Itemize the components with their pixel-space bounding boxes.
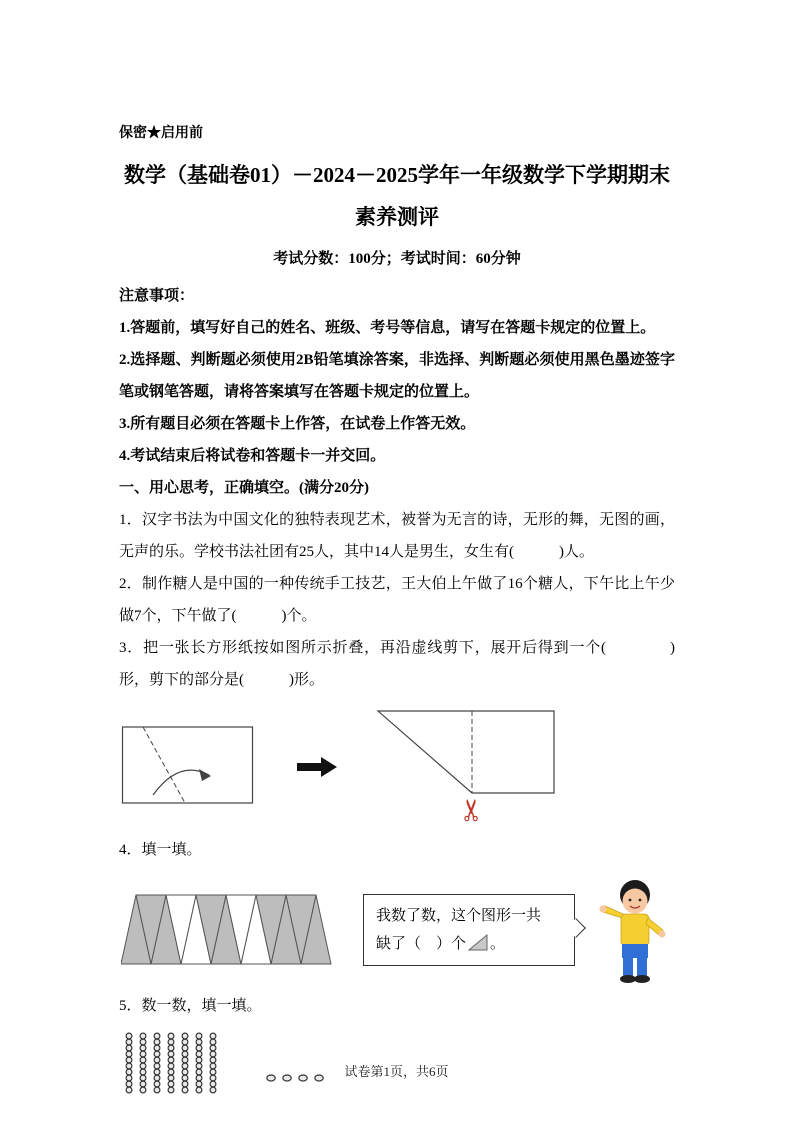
arrow-right-icon (295, 754, 339, 780)
question-1: 1．汉字书法为中国文化的独特表现艺术，被誉为无言的诗，无形的舞，无图的画，无声的乐。学校书法社团有25人，其中14人是男生，女生有( )人。 (119, 512, 675, 560)
speech-bubble (363, 894, 575, 966)
question-2: 2．制作糖人是中国的一种传统手工技艺，王大伯上午做了16个糖人，下午比上午少做7个，下午做了( )个。 (119, 576, 675, 624)
fold-step-1-figure (121, 723, 261, 811)
exam-info: 考试分数：100分；考试时间：60分钟 (273, 251, 521, 267)
notes-heading: 注意事项： (119, 288, 195, 304)
bubble-tail (566, 918, 586, 938)
fold-arrow-head (199, 769, 211, 781)
bubble-line-2: 缺了（ ）个 (376, 936, 467, 952)
note-item-2: 2.选择题、判断题必须使用2B铅笔填涂答案，非选择、判断题必须使用黑色墨迹签字笔或钢笔答题，请将答案填写在答题卡规定的位置上。 (119, 352, 675, 400)
page-title: 数学（基础卷01）－2024－2025学年一年级数学下学期期末素养测评 (124, 163, 670, 229)
cartoon-boy-figure (595, 874, 673, 986)
question-3: 3．把一张长方形纸按如图所示折叠，再沿虚线剪下，展开后得到一个( )形，剪下的部分是( )形。 (119, 640, 675, 688)
page-footer: 试卷第1页，共6页 (344, 1064, 449, 1079)
triangle-pattern-figure (121, 892, 343, 968)
fold-step-2-figure (373, 706, 565, 828)
bubble-line-1: 我数了数，这个图形一共 (376, 908, 542, 924)
question-4-figure (121, 874, 675, 986)
note-item-1: 1.答题前，填写好自己的姓名、班级、考号等信息，请写在答题卡规定的位置上。 (119, 320, 656, 336)
note-item-4: 4.考试结束后将试卷和答题卡一并交回。 (119, 448, 386, 464)
missing-triangle-icon (468, 934, 488, 951)
question-4: 4．填一填。 (119, 842, 202, 858)
note-item-3: 3.所有题目必须在答题卡上作答，在试卷上作答无效。 (119, 416, 476, 432)
question-5: 5．数一数，填一填。 (119, 998, 262, 1014)
exam-page (119, 122, 675, 1096)
question-3-figure (121, 706, 675, 828)
section-1-heading: 一、用心思考，正确填空。(满分20分) (119, 480, 369, 496)
bubble-suffix: 。 (490, 936, 506, 952)
notes-block (119, 280, 675, 472)
secret-notice: 保密★启用前 (119, 126, 203, 141)
scissors-icon: ✂ (456, 797, 489, 823)
